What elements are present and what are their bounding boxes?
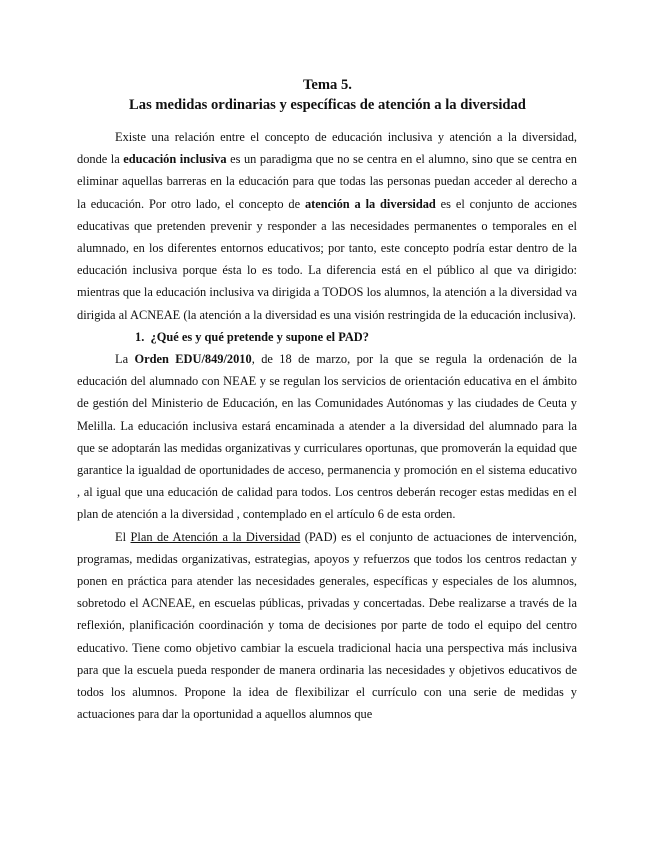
paragraph-pad [77,526,577,726]
section-number: 1. [135,329,145,344]
section-heading [77,326,577,348]
text-run: es el conjunto de acciones educativas que pretenden prevenir y responder a las necesidades permanentes o temporales en el alumnado, en los diferentes entornos educativos; por tanto, este concepto podría estar dentro de la educación inclusiva porque ésta lo es todo. La diferencia está en el público al que va dirigido: mientras que la educación inclusiva va dirigida a TODOS los alumnos, la atención a la diversidad va dirigida al ACNEAE (la atención a la diversidad es una visión restringida de la educación inclusiva). [77,196,578,322]
topic-number: Tema 5. [303,77,352,93]
bold-term-diversity-attention: atención a la diversidad [304,196,436,211]
bold-term-inclusive-education: educación inclusiva [123,152,227,167]
text-run: La [115,352,135,367]
section-title: ¿Qué es y qué pretende y supone el PAD? [150,329,369,344]
paragraph-order [77,348,577,526]
text-run: El [115,529,131,544]
text-run: , de 18 de marzo, por la que se regula la ordenación de la educación del alumnado con NEAE y se regulan los servicios de orientación educativa en el ámbito de gestión del Ministerio de Educación, en las Comunidades Autónomas y las ciudades de Ceuta y Melilla. La educación inclusiva estará encaminada a atender a la diversidad del alumnado para la que se adoptarán las medidas organizativas y curriculares oportunas, que promoverán la equidad que garantice la igualdad de oportunidades de acceso, permanencia y promoción en el sistema educativo , al igual que una educación de calidad para todos. Los centros deberán recoger estas medidas en el plan de atención a la diversidad , contemplado en el artículo 6 de esta orden. [77,352,577,522]
document-body [77,126,577,725]
paragraph-intro [77,126,577,326]
document-title: Las medidas ordinarias y específicas de atención a la diversidad [129,97,526,113]
text-run: Existe una relación entre el concepto de educación inclusiva y atención a la diversidad, donde la [77,130,577,167]
underlined-term-pad: Plan de Atención a la Diversidad [130,529,301,544]
bold-order-reference: Orden EDU/849/2010 [134,352,252,367]
text-run: es un paradigma que no se centra en el alumno, sino que se centra en eliminar aquellas barreras en la educación para que todas las personas puedan acceder al derecho a la educación. Por otro lado, el concepto de [77,152,577,211]
text-run: (PAD) es el conjunto de actuaciones de intervención, programas, medidas organizativas, estrategias, apoyos y refuerzos que todos los centros redactan y ponen en práctica para atender las necesidades generales, específicas y especiales de los alumnos, sobretodo el ACNEAE, en escuelas públicas, privadas y concertadas. Debe realizarse a través de la reflexión, planificación coordinación y toma de decisiones por parte de todo el equipo del centro educativo. Tiene como objetivo cambiar la escuela tradicional hacia una perspectiva más inclusiva para que la escuela pueda responder de manera ordinaria las necesidades y objetivos educativos de todos los alumnos. Propone la idea de flexibilizar el currículo con una serie de medidas y actuaciones para dar la oportunidad a aquellos alumnos que [77,529,578,722]
title-block [0,75,655,115]
